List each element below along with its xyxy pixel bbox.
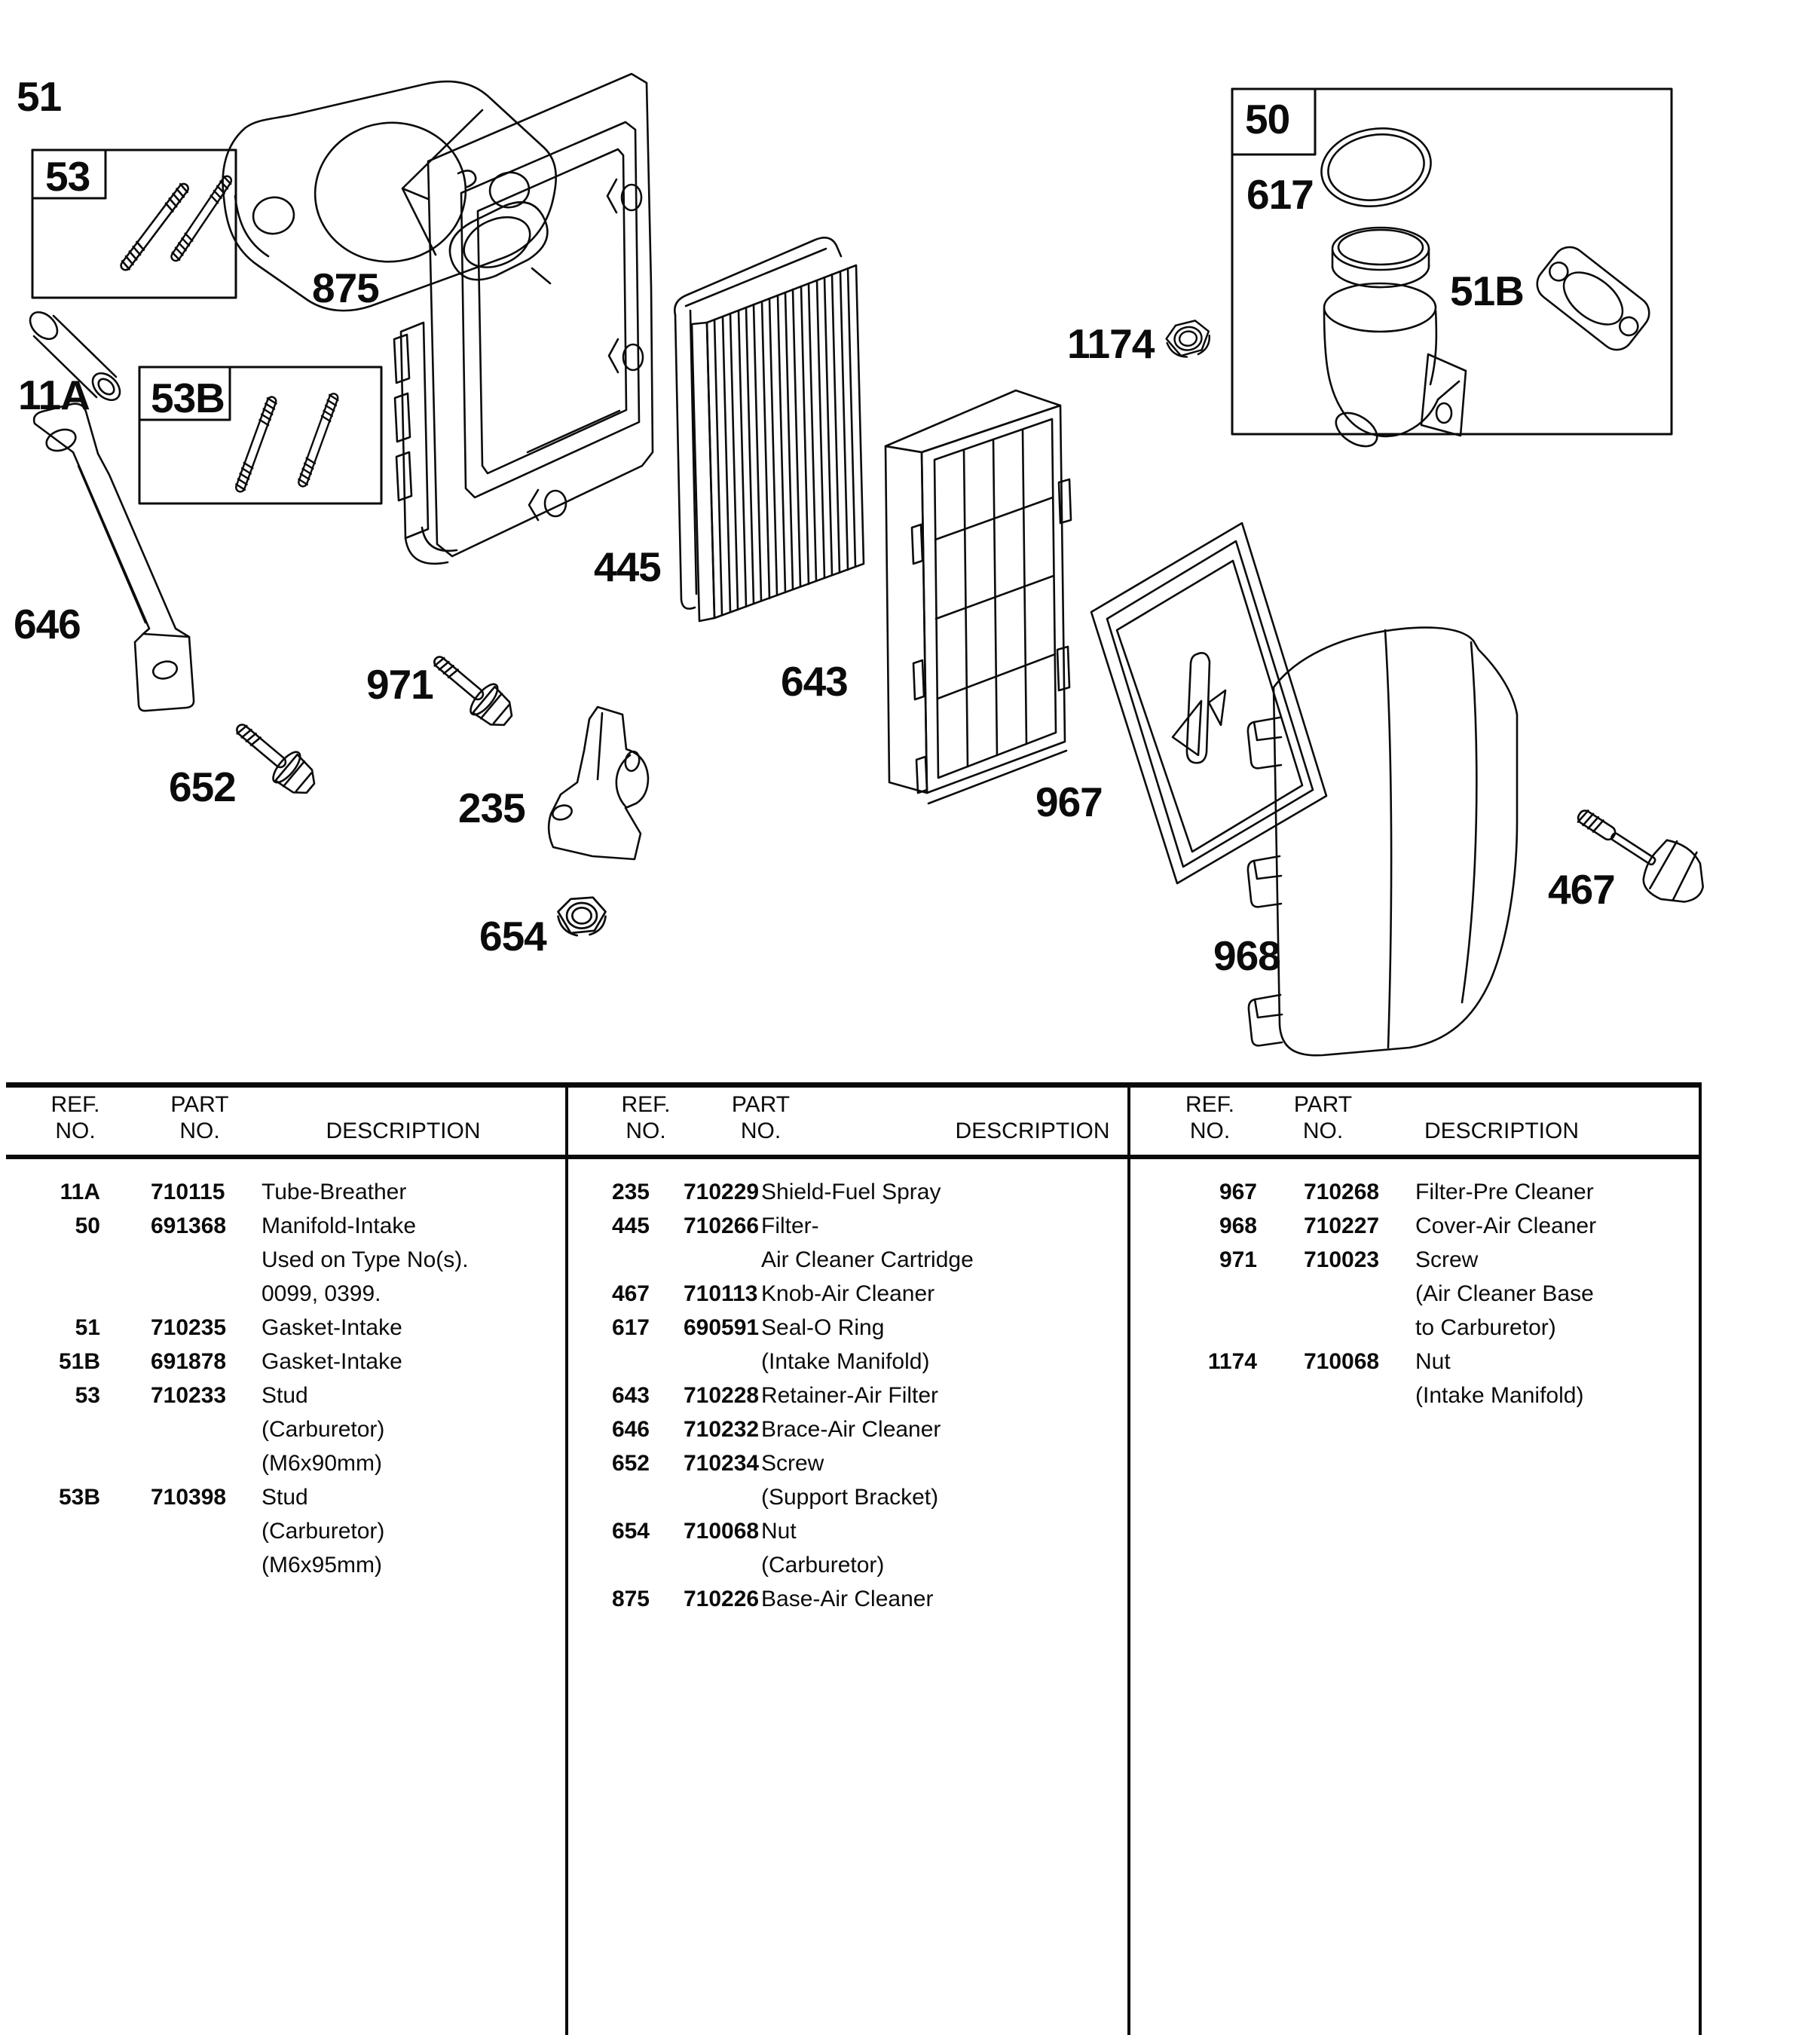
callout-652: 652 xyxy=(169,764,236,810)
ref-no-cell: 51 xyxy=(75,1315,100,1340)
callout-617: 617 xyxy=(1246,171,1314,218)
part-no-cell: 710234 xyxy=(684,1451,760,1476)
table-row xyxy=(567,1480,1126,1514)
part-no-cell: 710068 xyxy=(684,1519,760,1544)
table-row xyxy=(567,1175,1126,1209)
part-no-cell: 710268 xyxy=(1304,1180,1380,1204)
part-no-cell: 710068 xyxy=(1304,1349,1380,1374)
header-ref-no xyxy=(26,1091,124,1144)
header-ref-no xyxy=(1159,1091,1261,1144)
part-no-cell: 710266 xyxy=(684,1213,760,1238)
callout-646: 646 xyxy=(14,601,81,647)
ref-no-cell: 968 xyxy=(1219,1213,1257,1238)
description-cell: Air Cleaner Cartridge xyxy=(761,1247,974,1272)
header-part-line1: PART xyxy=(731,1092,791,1117)
callout-445: 445 xyxy=(594,543,661,590)
table-row xyxy=(0,1345,564,1379)
part-51-gasket-intake xyxy=(223,81,556,311)
table-row xyxy=(0,1311,564,1345)
part-50-manifold-body xyxy=(1324,228,1466,453)
table-row xyxy=(1129,1209,1697,1243)
header-part-line2: NO. xyxy=(179,1118,220,1143)
header-part-no xyxy=(710,1091,812,1144)
table-row xyxy=(1129,1277,1697,1311)
table-row xyxy=(567,1379,1126,1412)
part-no-cell: 710229 xyxy=(684,1180,760,1204)
description-cell: Retainer-Air Filter xyxy=(761,1383,939,1408)
table-row xyxy=(0,1175,564,1209)
description-cell: (Carburetor) xyxy=(262,1417,385,1442)
callout-467: 467 xyxy=(1548,866,1615,913)
description-cell: Knob-Air Cleaner xyxy=(761,1281,935,1306)
header-ref-line2: NO. xyxy=(55,1118,96,1143)
table-section-2 xyxy=(567,1175,1126,1616)
header-part-line1: PART xyxy=(170,1092,229,1117)
callout-1174: 1174 xyxy=(1067,320,1155,367)
part-652-screw-support-bracket xyxy=(226,712,323,802)
table-row xyxy=(567,1311,1126,1345)
callout-971: 971 xyxy=(366,661,433,708)
table-right-border xyxy=(1699,1082,1702,2035)
description-cell: (Carburetor) xyxy=(262,1519,385,1544)
part-no-cell: 710232 xyxy=(684,1417,760,1442)
part-971-screw-air-cleaner-base xyxy=(424,644,521,734)
header-part-line2: NO. xyxy=(1302,1118,1344,1143)
description-cell: Stud xyxy=(262,1485,308,1510)
description-cell: 0099, 0399. xyxy=(262,1281,381,1306)
table-row xyxy=(0,1412,564,1446)
header-ref-no xyxy=(597,1091,695,1144)
table-row xyxy=(0,1277,564,1311)
ref-no-cell: 654 xyxy=(611,1519,650,1544)
description-cell: Base-Air Cleaner xyxy=(761,1587,934,1611)
description-cell: Stud xyxy=(262,1383,308,1408)
table-row xyxy=(0,1446,564,1480)
ref-no-cell: 235 xyxy=(611,1180,650,1204)
description-cell: Shield-Fuel Spray xyxy=(761,1180,941,1204)
description-cell: Used on Type No(s). xyxy=(262,1247,469,1272)
callout-235: 235 xyxy=(458,785,525,831)
description-cell: (Support Bracket) xyxy=(761,1485,939,1510)
ref-no-cell: 50 xyxy=(75,1213,100,1238)
description-cell: to Carburetor) xyxy=(1415,1315,1556,1340)
ref-no-cell: 617 xyxy=(611,1315,650,1340)
part-875-base-air-cleaner xyxy=(394,74,653,564)
part-no-cell: 690591 xyxy=(684,1315,760,1340)
ref-no-cell: 643 xyxy=(611,1383,650,1408)
ref-no-cell: 53B xyxy=(58,1485,100,1510)
description-cell: (Intake Manifold) xyxy=(1415,1383,1584,1408)
header-description: DESCRIPTION xyxy=(1424,1118,1580,1143)
part-654-nut-carburetor xyxy=(558,898,606,935)
table-row xyxy=(0,1379,564,1412)
part-no-cell: 710228 xyxy=(684,1383,760,1408)
table-row xyxy=(0,1480,564,1514)
table-row xyxy=(0,1243,564,1277)
header-ref-line2: NO. xyxy=(1189,1118,1231,1143)
table-row xyxy=(567,1412,1126,1446)
table-row xyxy=(567,1514,1126,1548)
callout-51: 51 xyxy=(17,73,62,120)
header-description: DESCRIPTION xyxy=(326,1118,481,1143)
description-cell: (Intake Manifold) xyxy=(761,1349,930,1374)
table-section-3 xyxy=(1129,1175,1697,1412)
description-cell: Seal-O Ring xyxy=(761,1315,885,1340)
part-no-cell: 710226 xyxy=(684,1587,760,1611)
header-ref-line1: REF. xyxy=(50,1092,100,1117)
part-no-cell: 710227 xyxy=(1304,1213,1380,1238)
ref-no-cell: 875 xyxy=(611,1587,650,1611)
part-no-cell: 710113 xyxy=(684,1281,758,1306)
description-cell: Screw xyxy=(1415,1247,1479,1272)
callout-967: 967 xyxy=(1035,779,1103,825)
part-no-cell: 691878 xyxy=(151,1349,227,1374)
description-cell: Brace-Air Cleaner xyxy=(761,1417,941,1442)
description-cell: Manifold-Intake xyxy=(262,1213,417,1238)
part-968-cover-air-cleaner xyxy=(1248,628,1517,1056)
table-row xyxy=(1129,1243,1697,1277)
description-cell: Tube-Breather xyxy=(262,1180,407,1204)
description-cell: Cover-Air Cleaner xyxy=(1415,1213,1597,1238)
callout-654: 654 xyxy=(479,913,546,959)
ref-no-cell: 53 xyxy=(75,1383,100,1408)
header-ref-line2: NO. xyxy=(626,1118,666,1143)
description-cell: Nut xyxy=(1415,1349,1451,1374)
callout-875: 875 xyxy=(312,265,379,311)
part-235-shield-fuel-spray xyxy=(549,707,648,859)
part-no-cell: 710115 xyxy=(151,1180,225,1204)
table-row xyxy=(567,1548,1126,1582)
ref-no-cell: 467 xyxy=(611,1281,650,1306)
part-617-seal-o-ring xyxy=(1316,121,1436,214)
part-51b-gasket-intake xyxy=(1531,240,1656,357)
table-row xyxy=(1129,1345,1697,1379)
table-row xyxy=(567,1446,1126,1480)
description-cell: (M6x90mm) xyxy=(262,1451,383,1476)
table-row xyxy=(1129,1311,1697,1345)
part-643-retainer-air-filter xyxy=(886,390,1071,803)
callout-53b: 53B xyxy=(151,375,225,421)
header-description: DESCRIPTION xyxy=(955,1118,1110,1143)
part-no-cell: 710235 xyxy=(151,1315,227,1340)
table-row xyxy=(1129,1175,1697,1209)
callout-11a: 11A xyxy=(18,372,90,418)
table-row xyxy=(1129,1379,1697,1412)
table-row xyxy=(567,1243,1126,1277)
ref-no-cell: 652 xyxy=(611,1451,650,1476)
description-cell: Filter-Pre Cleaner xyxy=(1415,1180,1594,1204)
callout-968: 968 xyxy=(1213,932,1280,979)
header-part-line1: PART xyxy=(1293,1092,1353,1117)
ref-no-cell: 11A xyxy=(60,1180,100,1204)
description-cell: (Carburetor) xyxy=(761,1553,885,1578)
ref-no-cell: 1174 xyxy=(1207,1349,1257,1374)
header-part-no xyxy=(151,1091,249,1144)
callout-53: 53 xyxy=(45,153,90,200)
part-no-cell: 710398 xyxy=(151,1485,227,1510)
part-no-cell: 691368 xyxy=(151,1213,227,1238)
table-row xyxy=(567,1277,1126,1311)
ref-no-cell: 646 xyxy=(611,1417,650,1442)
description-cell: Gasket-Intake xyxy=(262,1315,402,1340)
description-cell: Filter- xyxy=(761,1213,819,1238)
table-row xyxy=(0,1209,564,1243)
part-no-cell: 710233 xyxy=(151,1383,227,1408)
description-cell: (Air Cleaner Base xyxy=(1415,1281,1594,1306)
table-top-rule xyxy=(6,1082,1700,1088)
ref-no-cell: 51B xyxy=(58,1349,100,1374)
callout-51b: 51B xyxy=(1450,268,1524,314)
table-section-1 xyxy=(0,1175,564,1582)
ref-no-cell: 445 xyxy=(611,1213,650,1238)
header-part-no xyxy=(1272,1091,1374,1144)
table-row xyxy=(0,1514,564,1548)
description-cell: Gasket-Intake xyxy=(262,1349,402,1374)
header-part-line2: NO. xyxy=(740,1118,782,1143)
description-cell: Nut xyxy=(761,1519,797,1544)
description-cell: Screw xyxy=(761,1451,824,1476)
part-445-filter-air-cleaner-cartridge xyxy=(674,237,864,621)
table-header-rule xyxy=(6,1155,1700,1159)
header-ref-line1: REF. xyxy=(1185,1092,1234,1117)
ref-no-cell: 971 xyxy=(1219,1247,1257,1272)
table-row xyxy=(567,1582,1126,1616)
table-row xyxy=(567,1209,1126,1243)
part-646-brace-air-cleaner xyxy=(34,404,194,711)
part-1174-nut-intake-manifold xyxy=(1164,319,1213,360)
description-cell: (M6x95mm) xyxy=(262,1553,383,1578)
part-no-cell: 710023 xyxy=(1304,1247,1380,1272)
header-ref-line1: REF. xyxy=(621,1092,671,1117)
table-row xyxy=(567,1345,1126,1379)
ref-no-cell: 967 xyxy=(1219,1180,1257,1204)
table-row xyxy=(0,1548,564,1582)
callout-643: 643 xyxy=(781,658,848,705)
callout-50: 50 xyxy=(1245,96,1290,142)
part-967-filter-pre-cleaner xyxy=(1091,523,1326,883)
